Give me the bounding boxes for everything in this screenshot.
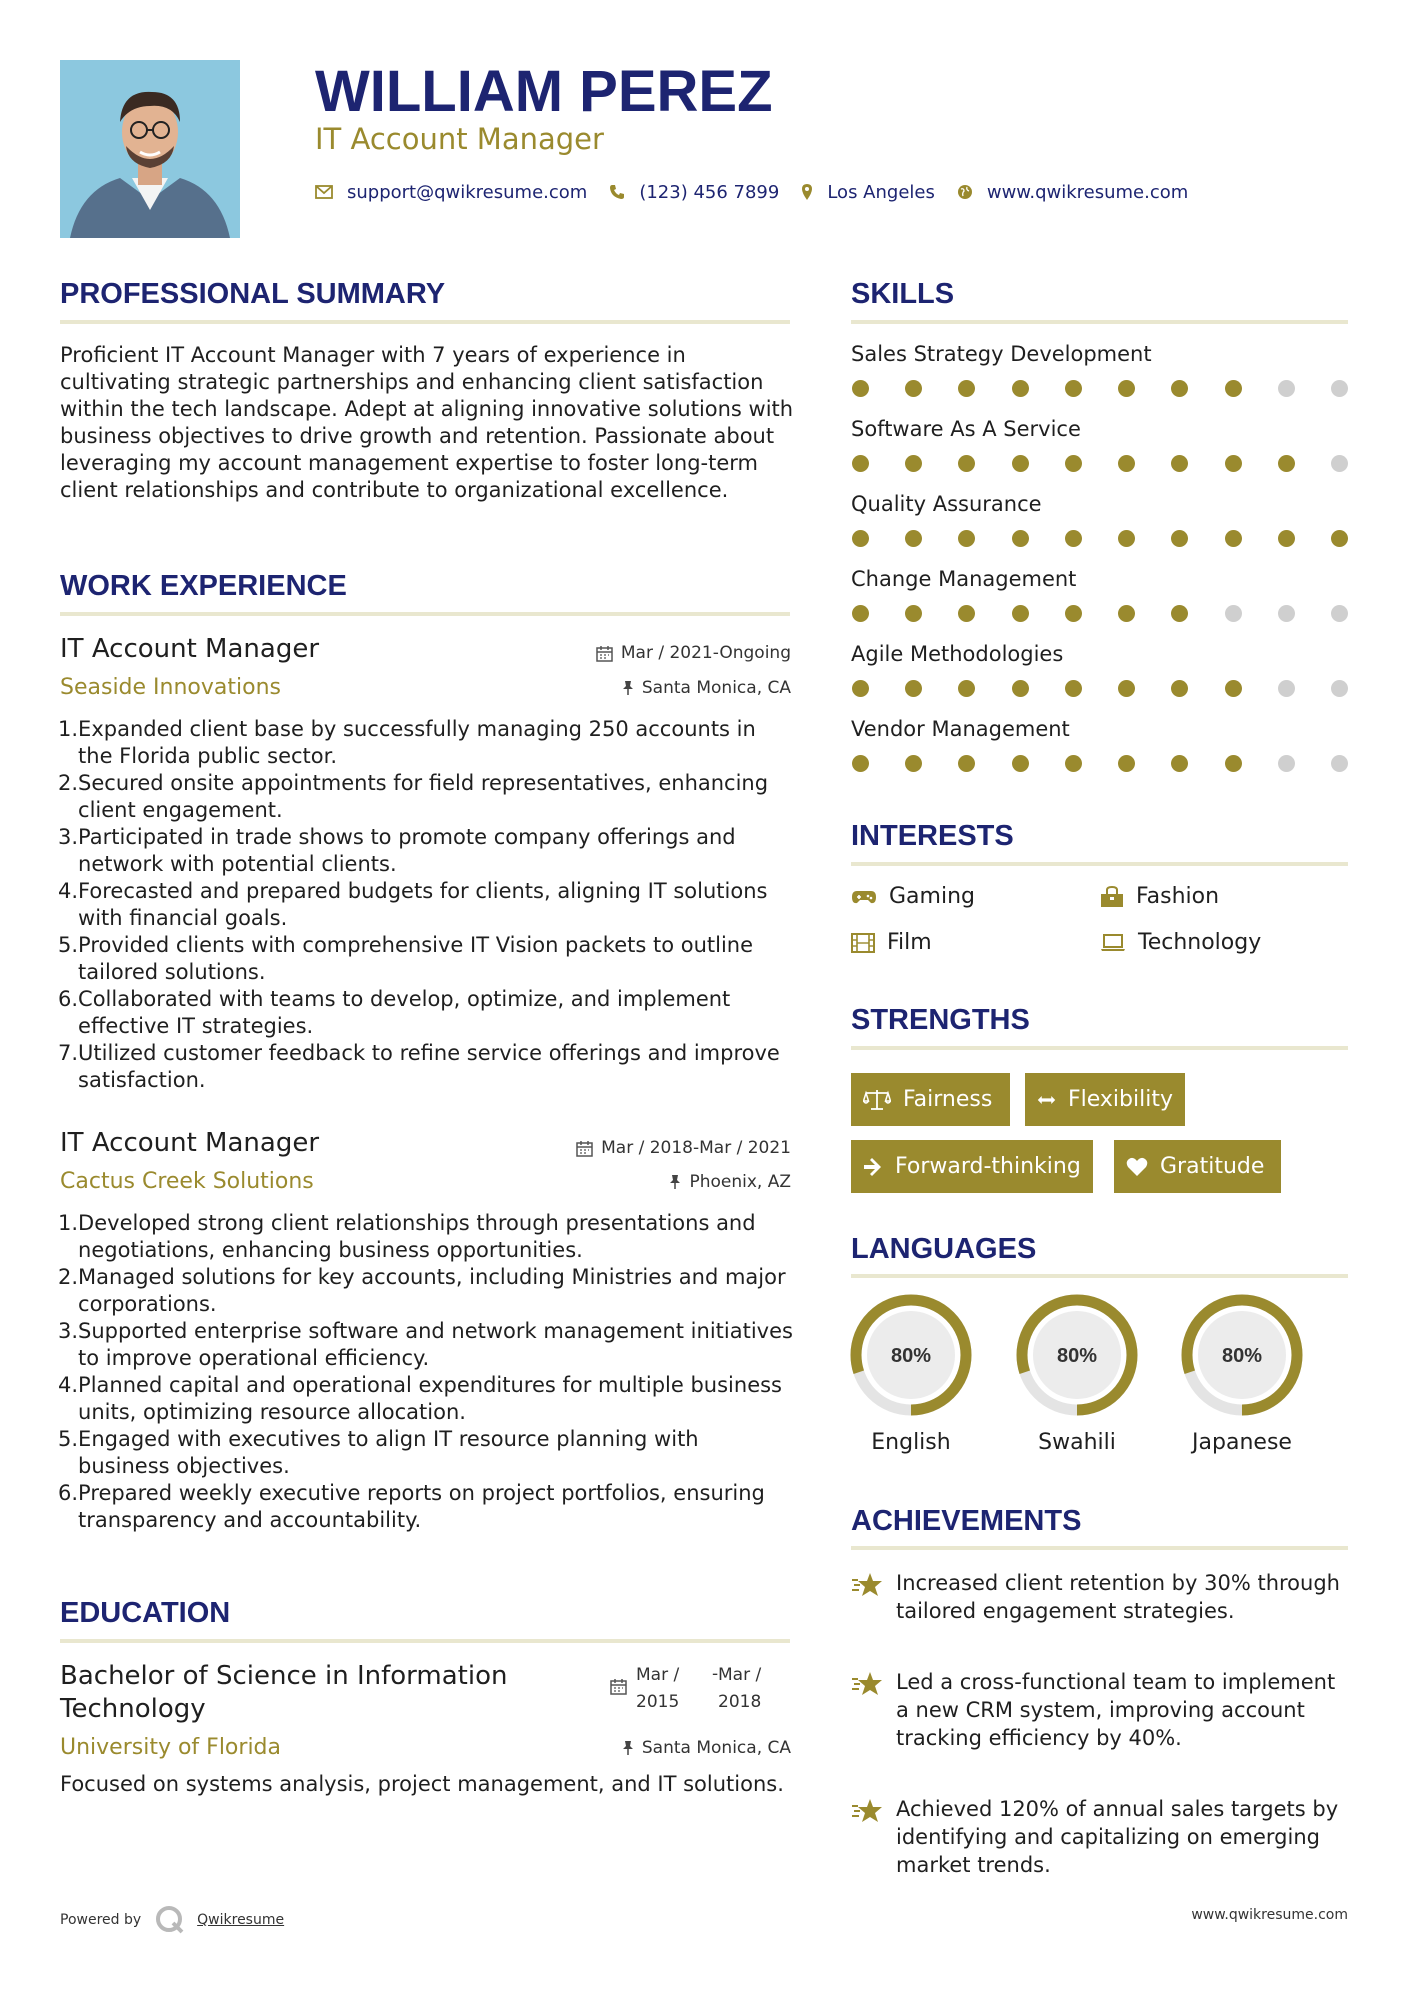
rating-dot-filled: [1118, 530, 1135, 547]
list-item: 7. Utilized customer feedback to refine service offerings and improve satisfaction.: [58, 1041, 780, 1092]
contact-bar: [315, 178, 1315, 206]
skill-rating: [852, 455, 1348, 472]
education-location: [480, 1738, 791, 1758]
achievement-text: Increased client retention by 30% through tailored engagement strategies.: [896, 1571, 1340, 1623]
list-item: 1. Developed strong client relationships through presentations and negotiations, enhancing business opportunities.: [58, 1211, 756, 1262]
rating-dot-filled: [852, 605, 869, 622]
interest-label: Film: [887, 930, 932, 955]
experience-rule: [60, 612, 790, 616]
strengths-heading: STRENGTHS: [851, 1004, 1030, 1036]
language-name: Japanese: [1192, 1430, 1292, 1455]
brand-link[interactable]: Qwikresume: [197, 1912, 285, 1928]
summary-heading: PROFESSIONAL SUMMARY: [60, 278, 446, 310]
rating-dot-filled: [958, 455, 975, 472]
interests-rule: [851, 862, 1348, 866]
contact-phone[interactable]: [609, 182, 779, 203]
strength-chip: [1114, 1140, 1281, 1193]
rating-dot-filled: [1065, 755, 1082, 772]
phone-icon: [609, 184, 625, 200]
rating-dot-filled: [1225, 680, 1242, 697]
rating-dot-filled: [1278, 530, 1295, 547]
degree-title: Bachelor of Science in Information Technology: [60, 1661, 508, 1724]
summary-rule: [60, 320, 790, 324]
language-name: English: [871, 1430, 951, 1455]
rating-dot-filled: [905, 530, 922, 547]
languages-rule: [851, 1274, 1348, 1278]
rating-dot-filled: [1118, 605, 1135, 622]
map-pin-icon: [801, 183, 813, 201]
language-item: [1180, 1293, 1304, 1421]
rating-dot-filled: [852, 680, 869, 697]
rating-dot-empty: [1331, 680, 1348, 697]
laptop-icon: [1100, 934, 1126, 952]
film-icon: [851, 933, 875, 953]
job-location-text: Phoenix, AZ: [689, 1172, 791, 1192]
start-date-year: 2015: [636, 1692, 680, 1712]
rating-dot-filled: [852, 380, 869, 397]
rating-dot-filled: [905, 605, 922, 622]
arrows-horizontal-icon: [1037, 1093, 1056, 1107]
rating-dot-filled: [1278, 455, 1295, 472]
rating-dot-filled: [958, 605, 975, 622]
globe-icon: [957, 184, 973, 200]
end-date-month: Mar /: [718, 1665, 762, 1685]
list-item: 2. Secured onsite appointments for field representatives, enhancing client engagement.: [58, 771, 769, 822]
rating-dot-filled: [1171, 530, 1188, 547]
company-name: Seaside Innovations: [60, 675, 281, 700]
rating-dot-empty: [1331, 455, 1348, 472]
languages-heading: LANGUAGES: [851, 1233, 1037, 1265]
education-end-date: [718, 1662, 761, 1716]
rating-dot-filled: [1171, 755, 1188, 772]
rating-dot-empty: [1278, 680, 1295, 697]
candidate-name: WILLIAM PEREZ: [315, 59, 773, 124]
skills-rule: [851, 320, 1348, 324]
gamepad-icon: [851, 889, 877, 905]
end-date-year: 2018: [718, 1692, 762, 1712]
powered-by-text: Powered by: [60, 1912, 142, 1928]
email-text: support@qwikresume.com: [347, 181, 588, 203]
interest-label: Fashion: [1136, 884, 1220, 909]
rating-dot-filled: [1118, 755, 1135, 772]
skill-rating: [852, 755, 1348, 772]
job-dates: [480, 643, 791, 663]
star-icon: [851, 1670, 883, 1702]
strength-label: Gratitude: [1160, 1154, 1265, 1179]
strength-chip: [1025, 1073, 1185, 1126]
star-icon: [851, 1797, 883, 1829]
location-text: Los Angeles: [827, 181, 935, 203]
skill-rating: [852, 605, 1348, 622]
pushpin-icon: [622, 1740, 634, 1756]
language-ring: [1015, 1293, 1139, 1417]
rating-dot-filled: [905, 455, 922, 472]
achievements-rule: [851, 1546, 1348, 1550]
rating-dot-filled: [1225, 455, 1242, 472]
rating-dot-filled: [905, 755, 922, 772]
profile-photo: [60, 60, 240, 238]
skill-name: Change Management: [851, 567, 1077, 591]
contact-email[interactable]: [315, 182, 587, 203]
rating-dot-filled: [1012, 530, 1029, 547]
star-icon: [851, 1571, 883, 1603]
language-percent: 80%: [890, 1345, 932, 1367]
qwikresume-logo-icon: [155, 1905, 185, 1935]
rating-dot-empty: [1278, 605, 1295, 622]
skill-name: Sales Strategy Development: [851, 342, 1152, 366]
language-ring: [849, 1293, 973, 1417]
job-title: IT Account Manager: [60, 1128, 320, 1158]
job-location-text: Santa Monica, CA: [641, 678, 791, 698]
rating-dot-filled: [1065, 605, 1082, 622]
calendar-icon: [576, 1140, 593, 1157]
job-duties-list: [58, 1210, 793, 1534]
rating-dot-filled: [958, 755, 975, 772]
achievement-text: Achieved 120% of annual sales targets by identifying and capitalizing on emerging market trends.: [896, 1797, 1339, 1877]
education-start-date: [636, 1662, 679, 1716]
footer-url[interactable]: www.qwikresume.com: [1191, 1907, 1348, 1923]
interest-item: [1100, 930, 1261, 955]
fashion-bag-icon: [1100, 886, 1124, 908]
date-separator: -: [712, 1664, 719, 1684]
skill-rating: [852, 680, 1348, 697]
rating-dot-filled: [958, 530, 975, 547]
rating-dot-filled: [1225, 380, 1242, 397]
strength-label: Fairness: [903, 1087, 993, 1112]
list-item: 3. Participated in trade shows to promote company offerings and network with potential clients.: [58, 825, 736, 876]
interest-label: Gaming: [889, 884, 975, 909]
rating-dot-filled: [852, 755, 869, 772]
website-text: www.qwikresume.com: [986, 181, 1189, 203]
list-item: 6. Prepared weekly executive reports on project portfolios, ensuring transparency and accountability.: [58, 1481, 765, 1532]
interest-item: [1100, 884, 1219, 909]
rating-dot-filled: [1171, 680, 1188, 697]
list-item: 1. Expanded client base by successfully managing 250 accounts in the Florida public sector.: [58, 717, 756, 768]
rating-dot-filled: [905, 380, 922, 397]
achievements-heading: ACHIEVEMENTS: [851, 1505, 1082, 1537]
list-item: 3. Supported enterprise software and network management initiatives to improve operational efficiency.: [58, 1319, 793, 1370]
strength-chip: [851, 1140, 1093, 1193]
candidate-title: IT Account Manager: [315, 122, 604, 156]
skill-name: Vendor Management: [851, 717, 1070, 741]
education-rule: [60, 1639, 790, 1643]
envelope-icon: [315, 185, 333, 199]
rating-dot-filled: [1171, 380, 1188, 397]
achievement-text: Led a cross-functional team to implement a new CRM system, improving account tracking efficiency by 40%.: [896, 1670, 1336, 1750]
strength-label: Flexibility: [1068, 1087, 1173, 1112]
rating-dot-empty: [1331, 755, 1348, 772]
education-location-text: Santa Monica, CA: [641, 1738, 791, 1758]
interest-item: [851, 884, 975, 909]
rating-dot-filled: [1118, 680, 1135, 697]
contact-location: [801, 182, 935, 203]
start-date-month: Mar /: [636, 1665, 680, 1685]
school-name: University of Florida: [60, 1735, 281, 1760]
list-item: 2. Managed solutions for key accounts, including Ministries and major corporations.: [58, 1265, 786, 1316]
rating-dot-empty: [1331, 605, 1348, 622]
rating-dot-filled: [958, 380, 975, 397]
language-percent: 80%: [1056, 1345, 1098, 1367]
rating-dot-filled: [1225, 530, 1242, 547]
language-ring: [1180, 1293, 1304, 1417]
job-location: [480, 1172, 791, 1192]
strength-label: Forward-thinking: [895, 1154, 1081, 1179]
interest-item: [851, 930, 932, 955]
job-dates-text: Mar / 2021-Ongoing: [620, 643, 791, 663]
rating-dot-filled: [1171, 605, 1188, 622]
rating-dot-filled: [1012, 755, 1029, 772]
contact-website[interactable]: [957, 182, 1188, 203]
education-heading: EDUCATION: [60, 1597, 231, 1629]
calendar-icon: [596, 645, 613, 662]
pushpin-icon: [669, 1174, 681, 1190]
job-dates-text: Mar / 2018-Mar / 2021: [601, 1138, 791, 1158]
interests-heading: INTERESTS: [851, 820, 1014, 852]
list-item: 4. Forecasted and prepared budgets for clients, aligning IT solutions with financial goals.: [58, 879, 768, 930]
rating-dot-filled: [1118, 455, 1135, 472]
rating-dot-filled: [852, 455, 869, 472]
rating-dot-filled: [852, 530, 869, 547]
rating-dot-filled: [1012, 380, 1029, 397]
calendar-icon: [610, 1678, 627, 1695]
rating-dot-filled: [1225, 755, 1242, 772]
arrow-right-icon: [863, 1158, 883, 1176]
rating-dot-filled: [1331, 530, 1348, 547]
skill-rating: [852, 380, 1348, 397]
rating-dot-filled: [1118, 380, 1135, 397]
job-title: IT Account Manager: [60, 634, 320, 664]
language-name: Swahili: [1038, 1430, 1116, 1455]
rating-dot-empty: [1225, 605, 1242, 622]
language-item: [1015, 1293, 1139, 1421]
skill-rating: [852, 530, 1348, 547]
job-location: [480, 678, 791, 698]
skill-name: Agile Methodologies: [851, 642, 1064, 666]
strength-chip: [851, 1073, 1010, 1126]
rating-dot-empty: [1278, 755, 1295, 772]
company-name: Cactus Creek Solutions: [60, 1169, 314, 1194]
scale-icon: [863, 1089, 891, 1111]
phone-text: (123) 456 7899: [639, 181, 780, 203]
skill-name: Software As A Service: [851, 417, 1081, 441]
rating-dot-filled: [1065, 680, 1082, 697]
rating-dot-filled: [905, 680, 922, 697]
strengths-rule: [851, 1046, 1348, 1050]
skills-heading: SKILLS: [851, 278, 955, 310]
list-item: 5. Engaged with executives to align IT resource planning with business objectives.: [58, 1427, 699, 1478]
list-item: 4. Planned capital and operational expenditures for multiple business units, optimizing resource allocation.: [58, 1373, 782, 1424]
job-dates: [480, 1138, 791, 1158]
pushpin-icon: [622, 680, 634, 696]
language-percent: 80%: [1221, 1345, 1263, 1367]
footer-powered: [60, 1905, 284, 1935]
education-description: Focused on systems analysis, project management, and IT solutions.: [60, 1772, 784, 1796]
rating-dot-filled: [1171, 455, 1188, 472]
list-item: 5. Provided clients with comprehensive IT Vision packets to outline tailored solutions.: [58, 933, 754, 984]
rating-dot-filled: [1012, 605, 1029, 622]
rating-dot-filled: [958, 680, 975, 697]
rating-dot-filled: [1012, 680, 1029, 697]
rating-dot-filled: [1065, 380, 1082, 397]
rating-dot-filled: [1065, 455, 1082, 472]
job-duties-list: [58, 716, 793, 1094]
rating-dot-empty: [1331, 380, 1348, 397]
summary-text: Proficient IT Account Manager with 7 years of experience in cultivating strategic partnerships and enhancing client satisfaction within the tech landscape. Adept at aligning innovative solutions with business objectives to drive growth and retention. Passionate about leveraging my account management expertise to foster long-term client relationships and contribute to organizational excellence.: [60, 343, 794, 502]
language-item: [849, 1293, 973, 1421]
rating-dot-empty: [1278, 380, 1295, 397]
list-item: 6. Collaborated with teams to develop, optimize, and implement effective IT strategies.: [58, 987, 731, 1038]
rating-dot-filled: [1065, 530, 1082, 547]
experience-heading: WORK EXPERIENCE: [60, 570, 347, 602]
heart-icon: [1126, 1157, 1148, 1177]
skill-name: Quality Assurance: [851, 492, 1042, 516]
rating-dot-filled: [1012, 455, 1029, 472]
interest-label: Technology: [1138, 930, 1262, 955]
